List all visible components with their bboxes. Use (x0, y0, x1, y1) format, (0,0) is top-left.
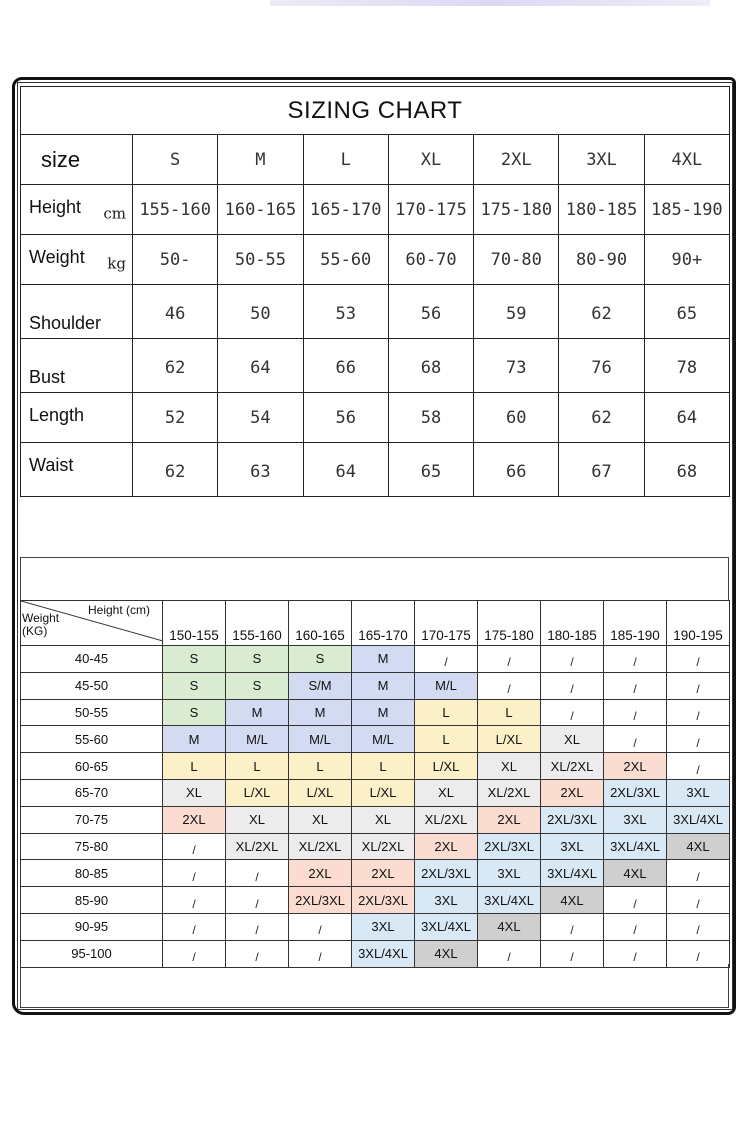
size-recommendation-cell: S (226, 646, 289, 673)
size-recommendation-cell: 3XL (604, 806, 667, 833)
size-recommendation-cell: XL/2XL (478, 779, 541, 806)
not-available-mark: / (696, 923, 700, 938)
weight-row (21, 699, 730, 726)
size-recommendation-cell: 2XL (541, 779, 604, 806)
size-recommendation-cell: 2XL (478, 806, 541, 833)
size-recommendation-cell: XL (352, 806, 415, 833)
weight-row (21, 806, 730, 833)
measurement-cell: 58 (388, 393, 473, 443)
measurement-cell: 78 (644, 339, 729, 393)
not-available-mark: / (192, 923, 196, 938)
size-recommendation-cell: 2XL/3XL (541, 806, 604, 833)
not-available-mark: / (696, 682, 700, 697)
not-available-mark: / (192, 896, 196, 911)
size-recommendation-cell: XL/2XL (226, 833, 289, 860)
measurement-cell: 67 (559, 443, 644, 497)
not-available-mark: / (507, 950, 511, 965)
size-recommendation-cell (226, 887, 289, 914)
row-label-text: Shoulder (29, 313, 102, 333)
row-label-text: Bust (29, 367, 66, 387)
size-recommendation-cell: M (352, 699, 415, 726)
size-recommendation-cell: M/L (289, 726, 352, 753)
size-recommendation-cell: S (163, 672, 226, 699)
size-recommendation-cell: 2XL (604, 753, 667, 780)
not-available-mark: / (633, 923, 637, 938)
measurement-cell: 64 (303, 443, 388, 497)
size-recommendation-cell: 4XL (478, 913, 541, 940)
size-recommendation-cell: L/XL (415, 753, 478, 780)
measurement-cell: 170-175 (388, 185, 473, 235)
size-recommendation-cell: M (163, 726, 226, 753)
size-recommendation-cell (478, 672, 541, 699)
row-label-text: Height (29, 197, 82, 217)
not-available-mark: / (318, 923, 322, 938)
size-recommendation-cell: XL (226, 806, 289, 833)
row-label (21, 285, 133, 339)
size-recommendation-cell: 4XL (604, 860, 667, 887)
not-available-mark: / (633, 950, 637, 965)
measurement-cell: 63 (218, 443, 303, 497)
size-recommendation-cell (541, 672, 604, 699)
size-header-s: S (133, 135, 218, 185)
size-recommendation-cell: 4XL (541, 887, 604, 914)
size-header-label: size (21, 135, 133, 185)
height-col-header: 180-185 (541, 601, 604, 646)
size-recommendation-cell (163, 833, 226, 860)
measurement-cell: 50-55 (218, 235, 303, 285)
measurement-cell: 70-80 (474, 235, 559, 285)
size-recommendation-cell: L/XL (352, 779, 415, 806)
size-recommendation-cell (667, 860, 730, 887)
not-available-mark: / (696, 896, 700, 911)
row-label-text: Weight (29, 247, 85, 267)
size-recommendation-cell: 2XL (352, 860, 415, 887)
not-available-mark: / (507, 682, 511, 697)
size-header-2xl: 2XL (474, 135, 559, 185)
weight-row-label: 40-45 (21, 646, 163, 673)
not-available-mark: / (696, 762, 700, 777)
measurement-cell: 56 (388, 285, 473, 339)
height-col-header: 170-175 (415, 601, 478, 646)
chart-top-spacer (20, 557, 729, 600)
size-recommendation-cell: L (352, 753, 415, 780)
weight-row (21, 753, 730, 780)
measurement-cell: 62 (559, 393, 644, 443)
measurement-cell: 66 (303, 339, 388, 393)
size-recommendation-cell: 2XL/3XL (289, 887, 352, 914)
weight-row (21, 646, 730, 673)
not-available-mark: / (696, 708, 700, 723)
size-recommendation-cell (604, 913, 667, 940)
size-recommendation-cell: S (226, 672, 289, 699)
height-col-header: 160-165 (289, 601, 352, 646)
size-recommendation-cell: L (289, 753, 352, 780)
height-col-header: 155-160 (226, 601, 289, 646)
weight-row-label: 95-100 (21, 940, 163, 967)
size-recommendation-cell (163, 913, 226, 940)
not-available-mark: / (570, 923, 574, 938)
weight-row (21, 887, 730, 914)
size-recommendation-cell (667, 887, 730, 914)
measurement-cell: 165-170 (303, 185, 388, 235)
size-recommendation-cell (604, 672, 667, 699)
height-col-header: 185-190 (604, 601, 667, 646)
not-available-mark: / (696, 735, 700, 750)
measurement-cell: 80-90 (559, 235, 644, 285)
not-available-mark: / (633, 896, 637, 911)
weight-row-label: 60-65 (21, 753, 163, 780)
size-recommendation-cell (415, 646, 478, 673)
size-recommendation-cell: XL (415, 779, 478, 806)
row-label (21, 185, 133, 235)
height-col-header: 190-195 (667, 601, 730, 646)
size-recommendation-cell: XL (163, 779, 226, 806)
measurement-cell: 52 (133, 393, 218, 443)
size-recommendation-cell: M/L (415, 672, 478, 699)
size-header-3xl: 3XL (559, 135, 644, 185)
weight-row-label: 75-80 (21, 833, 163, 860)
size-recommendation-cell (667, 672, 730, 699)
size-recommendation-cell: L (163, 753, 226, 780)
weight-row-label: 90-95 (21, 913, 163, 940)
weight-row-label: 65-70 (21, 779, 163, 806)
size-recommendation-cell: 2XL/3XL (415, 860, 478, 887)
size-recommendation-cell: XL/2XL (352, 833, 415, 860)
chart-bottom-spacer (20, 964, 729, 1008)
row-label (21, 339, 133, 393)
size-recommendation-cell (604, 646, 667, 673)
size-recommendation-cell (667, 646, 730, 673)
measurement-cell: 73 (474, 339, 559, 393)
size-recommendation-cell: M/L (352, 726, 415, 753)
not-available-mark: / (696, 869, 700, 884)
chart-corner-header (21, 601, 163, 646)
not-available-mark: / (633, 735, 637, 750)
not-available-mark: / (255, 869, 259, 884)
top-decorative-strip (270, 0, 710, 6)
not-available-mark: / (318, 950, 322, 965)
size-header-l: L (303, 135, 388, 185)
height-col-header: 165-170 (352, 601, 415, 646)
size-recommendation-cell: 3XL (667, 779, 730, 806)
size-recommendation-cell: 3XL/4XL (604, 833, 667, 860)
measurement-cell: 54 (218, 393, 303, 443)
size-recommendation-cell (163, 860, 226, 887)
measurement-cell: 60-70 (388, 235, 473, 285)
size-recommendation-cell: S (163, 646, 226, 673)
size-recommendation-cell: S (289, 646, 352, 673)
page-title: SIZING CHART (21, 87, 730, 135)
size-recommendation-cell: 3XL/4XL (667, 806, 730, 833)
measurement-cell: 59 (474, 285, 559, 339)
unit-label: cm (103, 204, 126, 223)
size-recommendation-cell (541, 913, 604, 940)
weight-row-label: 70-75 (21, 806, 163, 833)
size-recommendation-cell: S (163, 699, 226, 726)
measurement-cell: 62 (133, 443, 218, 497)
not-available-mark: / (192, 842, 196, 857)
size-header-m: M (218, 135, 303, 185)
size-recommendation-cell (667, 726, 730, 753)
measurement-cell: 66 (474, 443, 559, 497)
size-recommendation-cell: L/XL (478, 726, 541, 753)
measurement-cell: 62 (133, 339, 218, 393)
not-available-mark: / (570, 708, 574, 723)
not-available-mark: / (633, 682, 637, 697)
height-col-header: 150-155 (163, 601, 226, 646)
size-recommendation-cell: 3XL (541, 833, 604, 860)
height-weight-chart (20, 600, 730, 968)
size-row-waist (21, 443, 730, 497)
weight-row (21, 779, 730, 806)
measurement-cell: 160-165 (218, 185, 303, 235)
not-available-mark: / (633, 655, 637, 670)
size-recommendation-cell: 2XL (289, 860, 352, 887)
measurement-cell: 180-185 (559, 185, 644, 235)
size-recommendation-cell: L/XL (226, 779, 289, 806)
not-available-mark: / (255, 896, 259, 911)
not-available-mark: / (570, 682, 574, 697)
not-available-mark: / (255, 950, 259, 965)
size-header-4xl: 4XL (644, 135, 729, 185)
weight-row (21, 913, 730, 940)
size-recommendation-cell: 2XL/3XL (604, 779, 667, 806)
measurement-cell: 56 (303, 393, 388, 443)
size-recommendation-cell: S/M (289, 672, 352, 699)
size-recommendation-cell (604, 887, 667, 914)
weight-row (21, 726, 730, 753)
row-label (21, 393, 133, 443)
size-row-bust (21, 339, 730, 393)
measurement-cell: 65 (388, 443, 473, 497)
size-recommendation-cell: L/XL (289, 779, 352, 806)
measurement-cell: 60 (474, 393, 559, 443)
row-label (21, 235, 133, 285)
size-recommendation-cell: 3XL (415, 887, 478, 914)
size-recommendation-cell: M (289, 699, 352, 726)
size-recommendation-cell (667, 913, 730, 940)
size-recommendation-cell (289, 913, 352, 940)
weight-row (21, 860, 730, 887)
size-recommendation-cell: XL/2XL (415, 806, 478, 833)
measurement-cell: 64 (218, 339, 303, 393)
height-col-header: 175-180 (478, 601, 541, 646)
not-available-mark: / (192, 950, 196, 965)
size-recommendation-cell: M (226, 699, 289, 726)
weight-row-label: 45-50 (21, 672, 163, 699)
size-recommendation-cell: 4XL (415, 940, 478, 967)
weight-row-label: 80-85 (21, 860, 163, 887)
size-recommendation-cell (604, 699, 667, 726)
not-available-mark: / (570, 655, 574, 670)
size-recommendation-cell (667, 753, 730, 780)
size-recommendation-cell: M/L (226, 726, 289, 753)
size-recommendation-cell (226, 860, 289, 887)
not-available-mark: / (633, 708, 637, 723)
not-available-mark: / (192, 869, 196, 884)
measurement-cell: 68 (388, 339, 473, 393)
size-recommendation-cell: 3XL/4XL (415, 913, 478, 940)
size-recommendation-cell (478, 646, 541, 673)
size-recommendation-cell: XL (289, 806, 352, 833)
size-recommendation-cell: L (226, 753, 289, 780)
size-recommendation-cell (163, 887, 226, 914)
size-recommendation-cell: XL/2XL (541, 753, 604, 780)
size-recommendation-cell: L (415, 699, 478, 726)
size-recommendation-cell: L (415, 726, 478, 753)
size-header-xl: XL (388, 135, 473, 185)
measurement-cell: 155-160 (133, 185, 218, 235)
size-recommendation-cell: 3XL/4XL (352, 940, 415, 967)
measurement-cell: 76 (559, 339, 644, 393)
weight-row-label: 50-55 (21, 699, 163, 726)
row-label-text: Length (29, 405, 85, 425)
measurement-cell: 50- (133, 235, 218, 285)
size-measurement-table (20, 86, 730, 497)
measurement-cell: 65 (644, 285, 729, 339)
size-row-height (21, 185, 730, 235)
not-available-mark: / (255, 923, 259, 938)
measurement-cell: 90+ (644, 235, 729, 285)
row-label-text: Waist (29, 455, 74, 475)
weight-axis-label: Weight (KG) (22, 611, 60, 638)
size-recommendation-cell: 2XL (415, 833, 478, 860)
size-recommendation-cell: 3XL (478, 860, 541, 887)
size-recommendation-cell: 2XL (163, 806, 226, 833)
size-row-shoulder (21, 285, 730, 339)
size-recommendation-cell (667, 699, 730, 726)
size-recommendation-cell (541, 699, 604, 726)
weight-row-label: 85-90 (21, 887, 163, 914)
size-recommendation-cell: L (478, 699, 541, 726)
measurement-cell: 53 (303, 285, 388, 339)
measurement-cell: 68 (644, 443, 729, 497)
size-recommendation-cell (604, 726, 667, 753)
measurement-cell: 50 (218, 285, 303, 339)
measurement-cell: 55-60 (303, 235, 388, 285)
size-recommendation-cell: XL (478, 753, 541, 780)
size-recommendation-cell: M (352, 646, 415, 673)
size-recommendation-cell (226, 913, 289, 940)
size-row-weight (21, 235, 730, 285)
height-axis-label: Height (cm) (87, 603, 150, 617)
not-available-mark: / (570, 950, 574, 965)
unit-label: kg (107, 254, 126, 273)
row-label (21, 443, 133, 497)
size-recommendation-cell: 3XL/4XL (478, 887, 541, 914)
size-recommendation-cell: 2XL/3XL (352, 887, 415, 914)
size-recommendation-cell: 2XL/3XL (478, 833, 541, 860)
size-recommendation-cell: 4XL (667, 833, 730, 860)
measurement-cell: 62 (559, 285, 644, 339)
not-available-mark: / (696, 950, 700, 965)
measurement-cell: 175-180 (474, 185, 559, 235)
not-available-mark: / (696, 655, 700, 670)
size-recommendation-cell (541, 646, 604, 673)
weight-row (21, 672, 730, 699)
measurement-cell: 64 (644, 393, 729, 443)
not-available-mark: / (444, 655, 448, 670)
size-recommendation-cell: XL (541, 726, 604, 753)
weight-row-label: 55-60 (21, 726, 163, 753)
size-recommendation-cell: 3XL/4XL (541, 860, 604, 887)
size-recommendation-cell: XL/2XL (289, 833, 352, 860)
weight-row (21, 833, 730, 860)
size-recommendation-cell: M (352, 672, 415, 699)
measurement-cell: 185-190 (644, 185, 729, 235)
not-available-mark: / (507, 655, 511, 670)
size-recommendation-cell: 3XL (352, 913, 415, 940)
size-row-length (21, 393, 730, 443)
measurement-cell: 46 (133, 285, 218, 339)
